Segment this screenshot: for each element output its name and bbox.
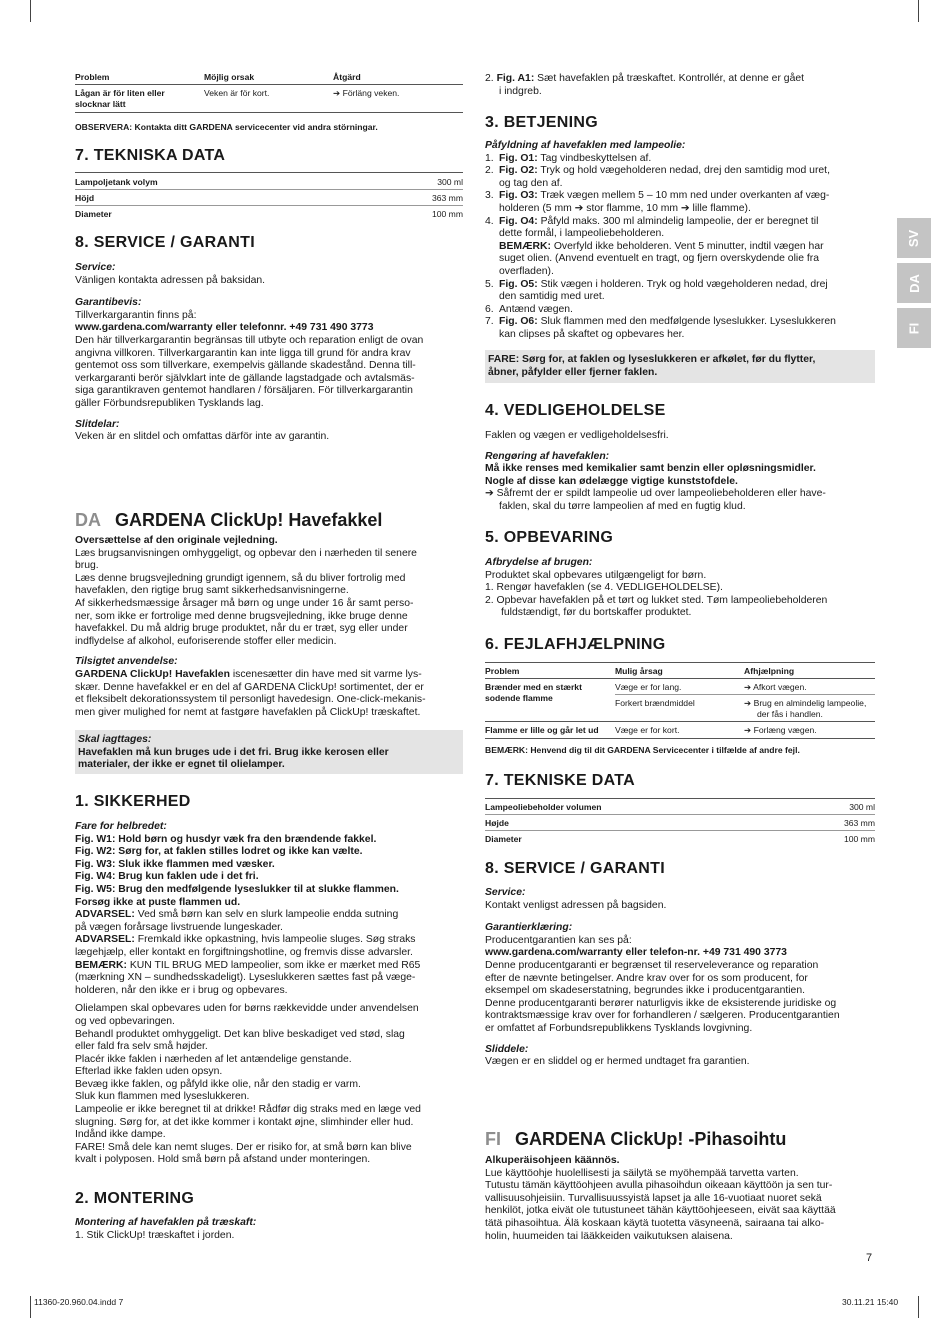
subheading: Garantibevis: — [75, 297, 142, 309]
subheading: Påfyldning af havefaklen med lampeolie: — [485, 140, 686, 151]
table-cell: Veken är för kort. — [204, 88, 270, 98]
paragraph-line: Placér ikke faklen i nærheden af let antændelige genstande. — [75, 1053, 352, 1065]
paragraph-line: brug. — [75, 560, 99, 572]
language-tab-fi[interactable]: FI — [897, 308, 931, 348]
warning-line: Fig. W4: Brug kun faklen ude i det fri. — [75, 871, 259, 883]
notice-box — [75, 730, 463, 774]
table-cell: Forkert brændmiddel — [615, 698, 695, 708]
paragraph-line: ADVARSEL: Ved små børn kan selv en slurk lampeolie endda sutning — [75, 909, 399, 921]
paragraph-line: vallisuusohjeisiin. Turvallisuussyistä lapset ja alle 16-vuotiaat nuoret sekä — [485, 1192, 822, 1204]
paragraph-line: havefaklen, den rigtige brug samt sikkerhedsanvisningerne. — [75, 585, 349, 597]
footer-date: 30.11.21 15:40 — [842, 1297, 899, 1307]
subheading: Montering af havefaklen på træskaft: — [75, 1217, 257, 1228]
paragraph-line: slugning. Sørg for, at det ikke kommer i kontakt øjne, slimhinder eller hud. — [75, 1116, 414, 1128]
paragraph-line: indflydelse af alkohol, euforiserende stoffer eller medicin. — [75, 635, 337, 647]
paragraph-line: Sluk kun flammen med lyseslukkeren. — [75, 1091, 250, 1103]
table-cell: der fås i handlen. — [757, 709, 823, 719]
crop-mark — [30, 0, 31, 22]
fi-intro-block — [485, 1155, 875, 1243]
paragraph-line: eksempel om skadeserstatning, begrundes ikke i producentgarantien. — [485, 985, 805, 997]
da-trouble-table — [485, 662, 875, 758]
section-heading: 1. SIKKERHED — [75, 793, 191, 810]
step-line: dette formål, i lampeoliebeholderen. — [499, 228, 665, 240]
paragraph: Tillverkargarantin finns på: — [75, 309, 197, 321]
table-cell: ➔ Brug en almindelig lampeolie, — [744, 698, 867, 708]
paragraph-line: på vægen forårsage livstruende lungeskader. — [75, 921, 283, 933]
left-column — [75, 0, 463, 1318]
language-tab-da[interactable]: DA — [897, 263, 931, 303]
paragraph-line: Behandl produktet omhyggeligt. Det kan blive beskadiget ved stød, slag — [75, 1028, 405, 1040]
mount-continued — [485, 73, 875, 98]
step-line: 3. Fig. O3: Træk vægen mellem 5 – 10 mm ned under overkanten af væg- — [485, 190, 830, 202]
table-header: Möjlig orsak — [204, 72, 255, 82]
step-line: 1. Fig. O1: Tag vindbeskyttelsen af. — [485, 152, 652, 164]
warranty-contact: www.gardena.com/warranty eller telefonnr. +49 731 490 3773 — [75, 322, 374, 334]
step-line: suget olien. (Anvend eventuelt en tragt, og fjern overskydende olie fra — [499, 253, 819, 265]
warning-line: Nogle af disse kan ødelægge vigtige kunststofdele. — [485, 475, 738, 487]
section-heading: 4. VEDLIGEHOLDELSE — [485, 402, 666, 419]
danger-line: åbner, påfylder eller fjerner faklen. — [488, 366, 658, 378]
intro-bold: Oversættelse af den originale vejledning. — [75, 535, 278, 546]
step-line: overfladen). — [499, 265, 554, 277]
warning-line: Fig. W3: Sluk ikke flammen med væsker. — [75, 858, 275, 870]
warning-line: Fig. W5: Brug den medfølgende lyseslukker til at slukke flammen. — [75, 883, 399, 895]
step-line: 2. Fig. O2: Tryk og hold vægeholderen nedad, drej den samtidig mod uret, — [485, 165, 830, 177]
danger-line: FARE: Sørg for, at faklen og lyseslukkeren er afkølet, før du flytter, — [488, 354, 816, 365]
paragraph: Produktet skal opbevares utilgængeligt for børn. — [485, 569, 707, 581]
step-line: holderen (5 mm ➔ stor flamme, 10 mm ➔ lille flamme). — [499, 202, 751, 214]
paragraph-line: Denne producentgaranti berører naturligvis ikke de eksisterende juridiske og — [485, 997, 837, 1009]
tech-label: Lampeoliebeholder volumen — [485, 802, 602, 812]
service-block — [75, 262, 463, 444]
tech-value: 300 ml — [849, 802, 875, 812]
intro-bold: Alkuperäisohjeen käännös. — [485, 1155, 620, 1166]
paragraph-line: Af sikkerhedsmæssige årsager må børn og unge under 16 år samt perso- — [75, 597, 414, 609]
notice-line: materialer, der ikke er egnet til olielamper. — [78, 759, 285, 771]
warning-line: Fig. W2: Sørg for, at faklen stilles lodret og ikke kan vælte. — [75, 846, 363, 858]
tech-value: 100 mm — [843, 834, 875, 844]
paragraph-line: lægehjælp, eller kontakt en forgiftningshotline, og fremvis disse advarsler. — [75, 946, 413, 958]
sv-trouble-table — [75, 70, 463, 136]
notice-line: Havefaklen må kun bruges ude i det fri. Brug ikke kerosen eller — [78, 746, 389, 758]
paragraph-line: verkargaranti berör självklart inte de gällande lagstadgade och avtalsmäs- — [75, 372, 415, 384]
section-heading: 6. FEJLAFHJÆLPNING — [485, 636, 666, 653]
tech-label: Diameter — [485, 834, 522, 844]
warning-line: Fig. W1: Hold børn og husdyr væk fra den brændende fakkel. — [75, 833, 377, 845]
paragraph-line: gäller Förbundsrepubliken Tysklands lag. — [75, 397, 264, 409]
paragraph-line: siga garantikraven gentemot handlaren / försäljaren. För tillverkargarantin — [75, 385, 413, 397]
table-note: OBSERVERA: Kontakta ditt GARDENA servicecenter vid andra störningar. — [75, 122, 378, 132]
paragraph-line: ADVARSEL: Fremkald ikke opkastning, hvis lampeolie sluges. Søg straks — [75, 934, 416, 946]
subheading: Skal iagttages: — [78, 734, 152, 745]
subheading: Rengøring af havefaklen: — [485, 450, 610, 462]
right-column — [485, 0, 875, 1318]
table-note: BEMÆRK: Henvend dig til dit GARDENA Servicecenter i tilfælde af andre fejl. — [485, 745, 800, 755]
paragraph: Vänligen kontakta adressen på baksidan. — [75, 274, 266, 286]
paragraph-line: FARE! Små dele kan nemt sluges. Der er risiko for, at små børn kan blive — [75, 1141, 412, 1153]
tech-label: Lampoljetank volym — [75, 177, 158, 187]
table-header: Åtgärd — [333, 72, 361, 82]
paragraph-line: Bevæg ikke faklen, og påfyld ikke olie, når den stadig er varm. — [75, 1078, 361, 1090]
step-line: 6. Antænd vægen. — [485, 303, 573, 315]
paragraph-line: holin, huumeiden tai lääkkeiden vaikutuksen alaisena. — [485, 1230, 733, 1242]
paragraph-line: Denne producentgaranti er begrænset til reserveleverance og reparation — [485, 959, 819, 971]
paragraph-line: (mærkning XN – sundhedsskadeligt). Lyseslukkeren sættes fast på væge- — [75, 972, 416, 984]
table-header: Problem — [485, 666, 520, 676]
tech-table — [485, 798, 875, 848]
paragraph-line: ner, som ikke er fortrolige med denne brugsvejledning, ikke bruge denne — [75, 610, 408, 622]
section-heading: 8. SERVICE / GARANTI — [485, 860, 665, 877]
tech-label: Höjd — [75, 193, 95, 203]
table-cell: Væge er for lang. — [615, 682, 682, 692]
paragraph-line: 1. Stik ClickUp! træskaftet i jorden. — [75, 1229, 235, 1241]
paragraph: Veken är en slitdel och omfattas därför inte av garantin. — [75, 431, 330, 443]
paragraph-line: kontraktsmæssige krav over for forhandleren / sælgeren. Producentgarantien — [485, 1010, 840, 1022]
paragraph-line: gentemot oss som tillverkare, exempelvis gällande skadestånd. Denna till- — [75, 360, 416, 372]
table-cell: Brænder med en stærkt — [485, 682, 582, 692]
paragraph-line: Lue käyttöohje huolellisesti ja säilytä se myöhempää tarvetta varten. — [485, 1167, 799, 1179]
section-heading: 7. TEKNISKA DATA — [75, 147, 226, 164]
language-title — [485, 1129, 786, 1150]
paragraph-line: Olielampen skal opbevares uden for børns rækkevidde under anvendelsen — [75, 1003, 419, 1015]
danger-box — [485, 350, 875, 383]
section-heading: 7. TEKNISKE DATA — [485, 772, 635, 789]
paragraph-line: havefakkel. Du må aldrig bruge produktet, når du er træt, syg eller under — [75, 623, 408, 635]
tech-label: Højde — [485, 818, 509, 828]
paragraph-line: et fleksibelt dekorationssystem til personligt havedesign. One-click-mekanis- — [75, 694, 426, 706]
paragraph-line: men giver mulighed for nemt at fastgøre havefaklen på ClickUp! træskaftet. — [75, 706, 421, 718]
paragraph-line: 2. Fig. A1: Sæt havefaklen på træskaftet. Kontrollér, at denne er gået — [485, 73, 805, 84]
paragraph-line: angivna villkoren. Tillverkargarantin kan inte ligga till grund för andra krav — [75, 347, 411, 359]
section-heading: 2. MONTERING — [75, 1190, 195, 1207]
paragraph-line: Tutustu tämän käyttöohjeen avulla pihasoihdun oikeaan käyttöön ja sen tur- — [485, 1180, 833, 1192]
table-cell: Væge er for kort. — [615, 725, 680, 735]
paragraph-line: BEMÆRK: KUN TIL BRUG MED lampeolier, som ikke er mærket med R65 — [75, 959, 421, 971]
warning-line: Forsøg ikke at puste flammen ud. — [75, 896, 241, 908]
paragraph-line: faklen, skal du tørre lampeolien af med en fugtig klud. — [499, 500, 746, 512]
table-header: Mulig årsag — [615, 666, 663, 676]
paragraph-line: eller fald fra selv små højder. — [75, 1041, 208, 1053]
tech-table — [75, 172, 463, 222]
crop-mark — [918, 1296, 919, 1318]
section-heading: 5. OPBEVARING — [485, 529, 614, 546]
step-line: 5. Fig. O5: Stik vægen i holderen. Tryk og hold vægeholderen nedad, drej — [485, 278, 828, 290]
paragraph-line: skær. Denne havefakkel er en del af GARDENA ClickUp! sortimentet, der er — [75, 681, 424, 693]
section-heading: 8. SERVICE / GARANTI — [75, 234, 255, 251]
table-cell: Flamme er lille og går let ud — [485, 725, 599, 735]
paragraph-line: ➔ Såfremt der er spildt lampeolie ud over lampeoliebeholderen eller have- — [485, 488, 826, 500]
language-title — [75, 510, 382, 531]
subheading: Garantierklæring: — [485, 922, 573, 934]
paragraph-line: Læs brugsanvisningen omhyggeligt, og opbevar den i nærheden til senere — [75, 547, 417, 559]
crop-mark — [30, 1296, 31, 1318]
subheading: Afbrydelse af brugen: — [485, 557, 593, 568]
paragraph-line: GARDENA ClickUp! Havefaklen iscenesætter din have med sit varme lys- — [75, 668, 422, 680]
step-line: den samtidig med uret. — [499, 291, 605, 303]
table-cell: ➔ Afkort vægen. — [744, 682, 807, 692]
subheading: Fare for helbredet: — [75, 821, 167, 832]
subheading: Tilsigtet anvendelse: — [75, 656, 178, 668]
paragraph-line: er omfattet af Forbundsrepublikkens Tysklands lovgivning. — [485, 1022, 753, 1034]
intro-block — [75, 535, 463, 719]
paragraph-line: tätä pihasoihtua. Älä koskaan käytä tuotetta väsyneenä, sairaana tai alko- — [485, 1217, 825, 1229]
paragraph-line: henkilöt, jotka eivät ole tutustuneet tähän käyttöohjeeseen, eivät saa käyttää — [485, 1205, 836, 1217]
step-line: 7. Fig. O6: Sluk flammen med den medfølgende lyseslukker. Lyseslukkeren — [485, 316, 836, 328]
page-number: 7 — [866, 1252, 873, 1264]
paragraph: Kontakt venligst adressen på bagsiden. — [485, 899, 667, 911]
paragraph-line: Læs denne brugsvejledning grundigt igennem, så du bliver fortrolig med — [75, 572, 406, 584]
safety-block — [75, 821, 463, 1167]
section-heading: 3. BETJENING — [485, 114, 598, 131]
subheading: Sliddele: — [485, 1043, 529, 1055]
tech-value: 363 mm — [843, 818, 875, 828]
subheading: Service: — [485, 887, 526, 898]
paragraph-line: efter de nævnte betingelser. Andre krav over for os som producent, for — [485, 972, 808, 984]
storage-block — [485, 557, 875, 620]
paragraph-line: og ved opbevaringen. — [75, 1015, 175, 1027]
language-code: FI — [485, 1129, 501, 1149]
tech-label: Diameter — [75, 209, 112, 219]
mount-block — [75, 1217, 463, 1242]
service-block — [485, 887, 875, 1069]
table-cell: ➔ Förläng veken. — [333, 88, 400, 98]
paragraph-line: kvalt i polyposen. Hold små børn på afstand under monteringen. — [75, 1154, 371, 1166]
warranty-contact: www.gardena.com/warranty eller telefon-nr. +49 731 490 3773 — [485, 947, 787, 959]
paragraph-line: 2. Opbevar havefaklen på et tørt og lukket sted. Tøm lampeoliebeholderen — [485, 594, 828, 606]
tech-value: 363 mm — [431, 193, 463, 203]
footer-file: 11360-20.960.04.indd 7 — [34, 1297, 124, 1307]
step-line: kan clipses på skaftet og opbevares her. — [499, 328, 685, 340]
subheading: Service: — [75, 262, 116, 273]
paragraph: Vægen er en sliddel og er hermed undtaget fra garantien. — [485, 1056, 750, 1068]
table-cell: ➔ Forlæng vægen. — [744, 725, 817, 735]
product-title: GARDENA ClickUp! Havefakkel — [115, 510, 383, 530]
paragraph: Faklen og vægen er vedligeholdelsesfri. — [485, 430, 669, 441]
paragraph-line: Efterlad ikke faklen uden opsyn. — [75, 1066, 223, 1078]
paragraph-line: Lampeolie er ikke beregnet til at drikke! Rådfør dig straks med en læge ved — [75, 1104, 421, 1116]
paragraph-line: Den här tillverkargarantin begränsas till utbyte och reparation enligt de ovan — [75, 334, 424, 346]
subheading: Slitdelar: — [75, 418, 120, 430]
crop-mark — [918, 0, 919, 22]
tech-value: 100 mm — [431, 209, 463, 219]
paragraph-line: Indånd ikke dampe. — [75, 1129, 166, 1141]
maintenance-block — [485, 430, 875, 514]
step-line: BEMÆRK: Overfyld ikke beholderen. Vent 5 minutter, indtil vægen har — [499, 240, 824, 252]
table-header: Problem — [75, 72, 110, 82]
table-cell: Lågan är för liten eller — [75, 88, 165, 98]
step-line: og tag den af. — [499, 177, 563, 189]
table-cell: sodende flamme — [485, 693, 553, 703]
table-header: Afhjælpning — [744, 666, 795, 676]
paragraph-line: 1. Rengør havefaklen (se 4. VEDLIGEHOLDELSE). — [485, 582, 723, 594]
language-tab-sv[interactable]: SV — [897, 218, 931, 258]
step-line: 4. Fig. O4: Påfyld maks. 300 ml almindelig lampeolie, der er beregnet til — [485, 215, 819, 227]
warning-line: Må ikke renses med kemikalier samt benzin eller opløsningsmidler. — [485, 463, 816, 475]
product-title: GARDENA ClickUp! -Pihasoihtu — [515, 1129, 787, 1149]
paragraph-line: i indgreb. — [499, 85, 542, 97]
operation-block — [485, 140, 875, 342]
language-code: DA — [75, 510, 101, 530]
table-cell: slocknar lätt — [75, 99, 126, 109]
paragraph-line: holderen, når den ikke er i brug og opbevares. — [75, 984, 288, 996]
tech-value: 300 ml — [437, 177, 463, 187]
paragraph-line: fuldstændigt, før du bortskaffer produktet. — [501, 607, 692, 619]
paragraph: Producentgarantien kan ses på: — [485, 934, 632, 946]
